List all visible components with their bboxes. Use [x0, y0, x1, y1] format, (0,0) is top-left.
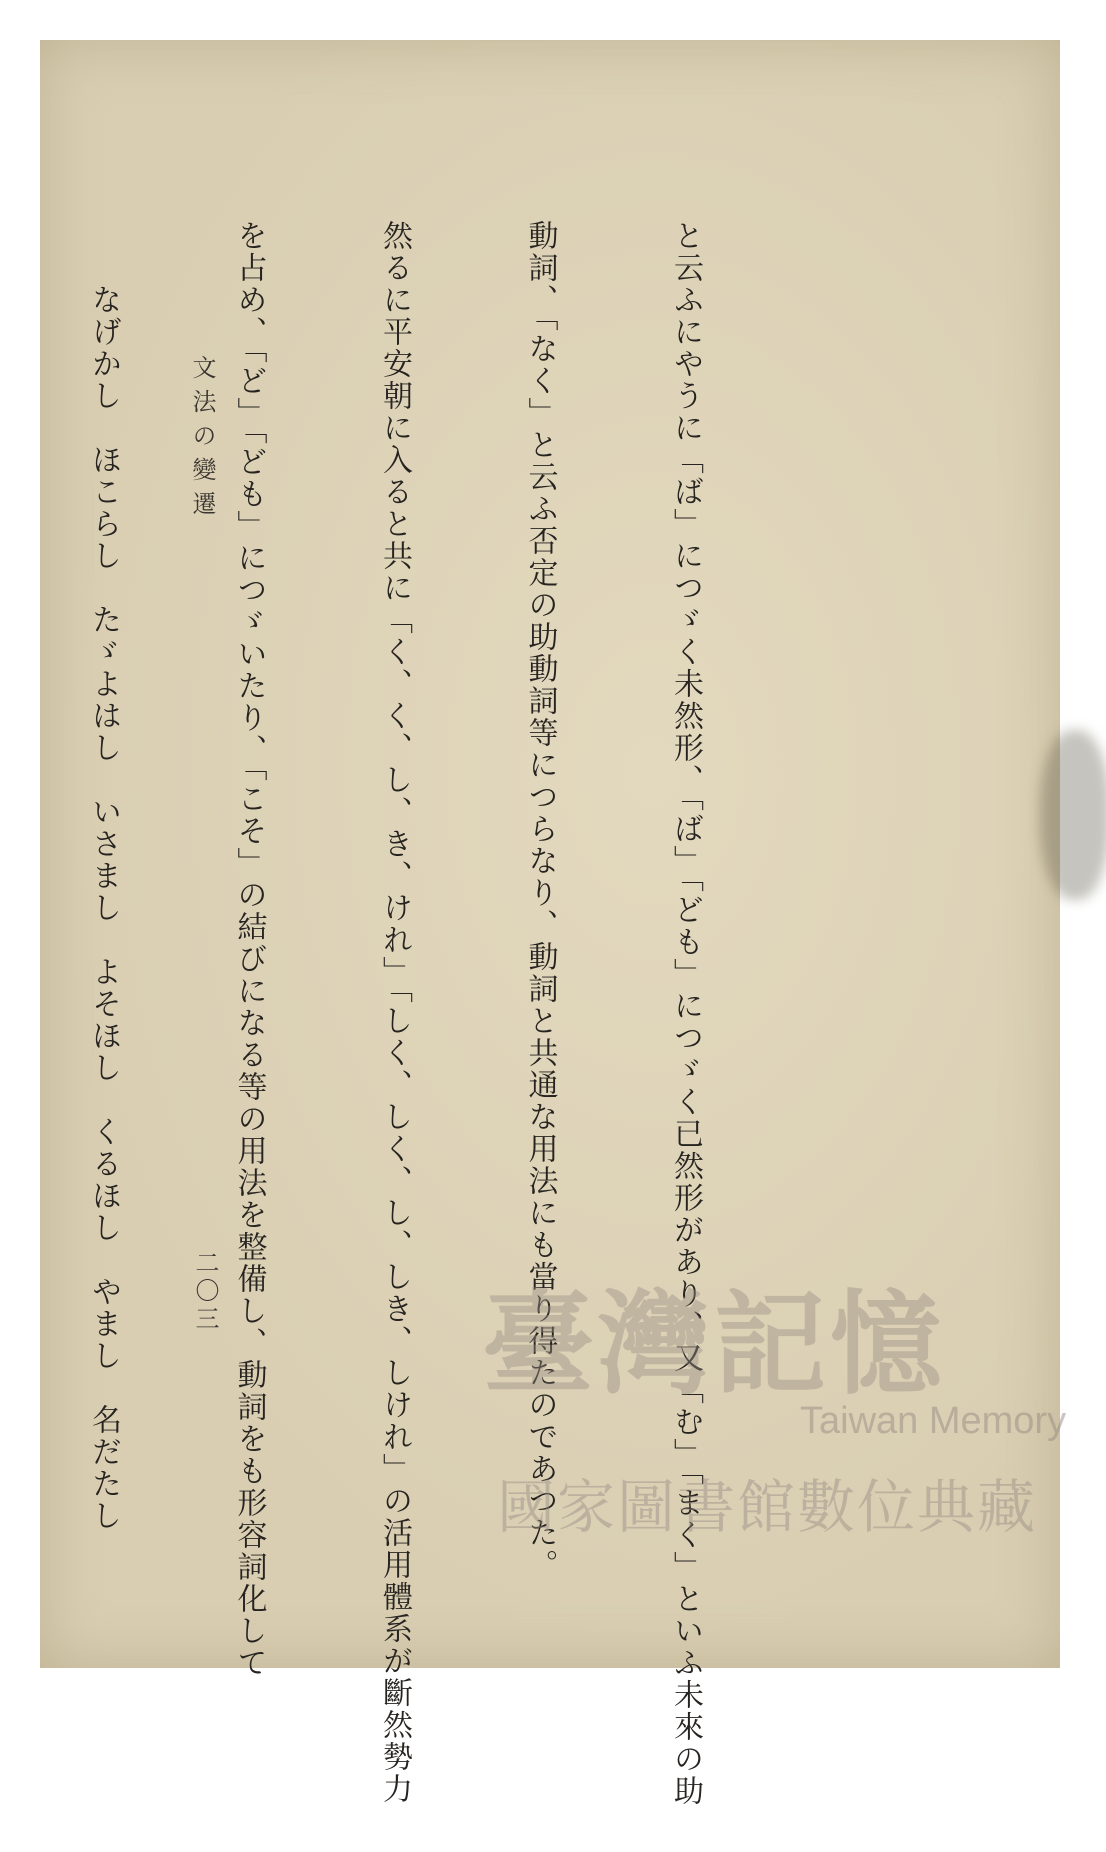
page-number: 二〇三: [191, 1250, 219, 1334]
text-column: なげかし ほこらし たゞよはし いさまし よそほし くるほし やまし 名だたし: [86, 220, 121, 1532]
watermark-logo: 臺灣記憶: [482, 1280, 946, 1410]
text-column: 然るに平安朝に入ると共に「く、く、し、き、けれ」「しく、しく、し、しき、しけれ」の活用體系が斷然勢力: [377, 220, 412, 1805]
watermark-subtitle: Taiwan Memory: [800, 1400, 1067, 1442]
text-column: 動詞、「なく」と云ふ否定の助動詞等につらなり、動詞と共通な用法にも當り得たのであつた。: [522, 220, 558, 1581]
running-header: 文法の變遷: [188, 355, 216, 525]
watermark-library: 國家圖書館數位典藏: [497, 1473, 1038, 1541]
text-column: と云ふにやうに「ば」につゞく未然形、「ば」「ども」につゞく已然形があり、又「む」「まく」といふ未來の助: [668, 220, 703, 1807]
page-stain: [1040, 730, 1106, 900]
text-column: を占め、「ど」「ども」につゞいたり、「こそ」の結びになる等の用法を整備し、動詞をも形容詞化して: [231, 220, 267, 1679]
